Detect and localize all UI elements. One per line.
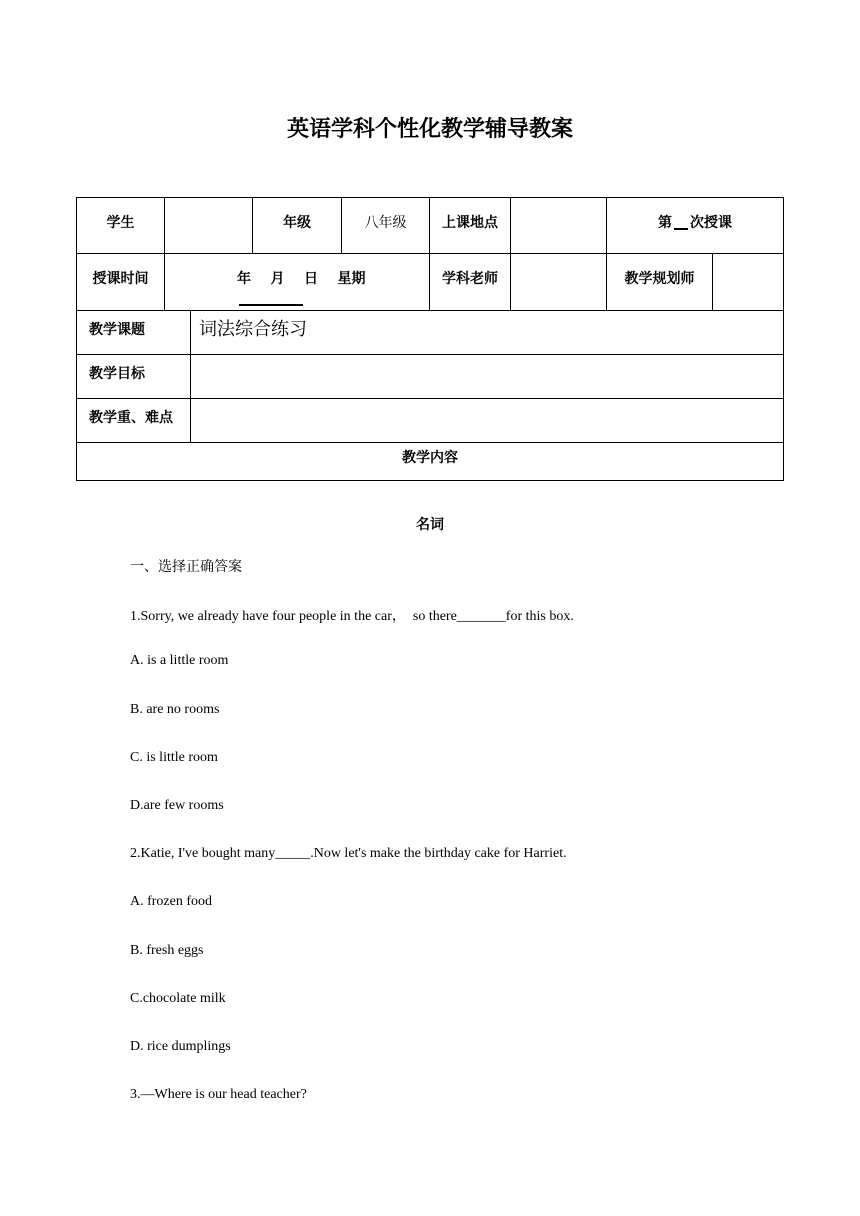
section-title: 名词 (416, 517, 444, 533)
time-value-cell (164, 253, 430, 311)
planner-label: 教学规划师 (606, 253, 713, 311)
option-line: D.are few rooms (130, 798, 224, 813)
location-label: 上课地点 (429, 197, 511, 254)
time-value: 年 月 日 星期 (237, 271, 366, 287)
option-line: A. is a little room (130, 653, 229, 668)
option-line: A. frozen food (130, 894, 213, 909)
weekday-blank (239, 288, 303, 306)
question-line: 2.Katie, I've bought many_____.Now let's make the birthday cake for Harriet. (130, 846, 567, 861)
option-line: B. are no rooms (130, 702, 220, 717)
lesson-number-cell (606, 197, 784, 254)
lesson-number-blank (674, 212, 688, 230)
question-line: 1.Sorry, we already have four people in the car， so there_______for this box. (130, 609, 574, 624)
topic-value: 词法综合练习 (190, 310, 784, 355)
key-points-value (190, 398, 784, 443)
lesson-suffix: 次授课 (690, 215, 732, 231)
subject-teacher-label: 学科老师 (429, 253, 511, 311)
lesson-info-table (76, 197, 784, 481)
goal-value (190, 354, 784, 399)
time-label: 授课时间 (76, 253, 165, 311)
key-points-label: 教学重、难点 (76, 398, 191, 443)
option-line: C.chocolate milk (130, 991, 226, 1006)
content-label: 教学内容 (76, 442, 784, 481)
part-heading: 一、选择正确答案 (130, 559, 242, 575)
student-value (164, 197, 253, 254)
document-title: 英语学科个性化教学辅导教案 (286, 117, 573, 142)
topic-label: 教学课题 (76, 310, 191, 355)
grade-value: 八年级 (341, 197, 430, 254)
planner-value (712, 253, 784, 311)
question-line: 3.—Where is our head teacher? (130, 1087, 307, 1102)
goal-label: 教学目标 (76, 354, 191, 399)
subject-teacher-value (510, 253, 607, 311)
grade-label: 年级 (252, 197, 342, 254)
option-line: C. is little room (130, 750, 218, 765)
lesson-prefix: 第 (658, 215, 672, 231)
student-label: 学生 (76, 197, 165, 254)
option-line: B. fresh eggs (130, 943, 204, 958)
location-value (510, 197, 607, 254)
option-line: D. rice dumplings (130, 1039, 231, 1054)
